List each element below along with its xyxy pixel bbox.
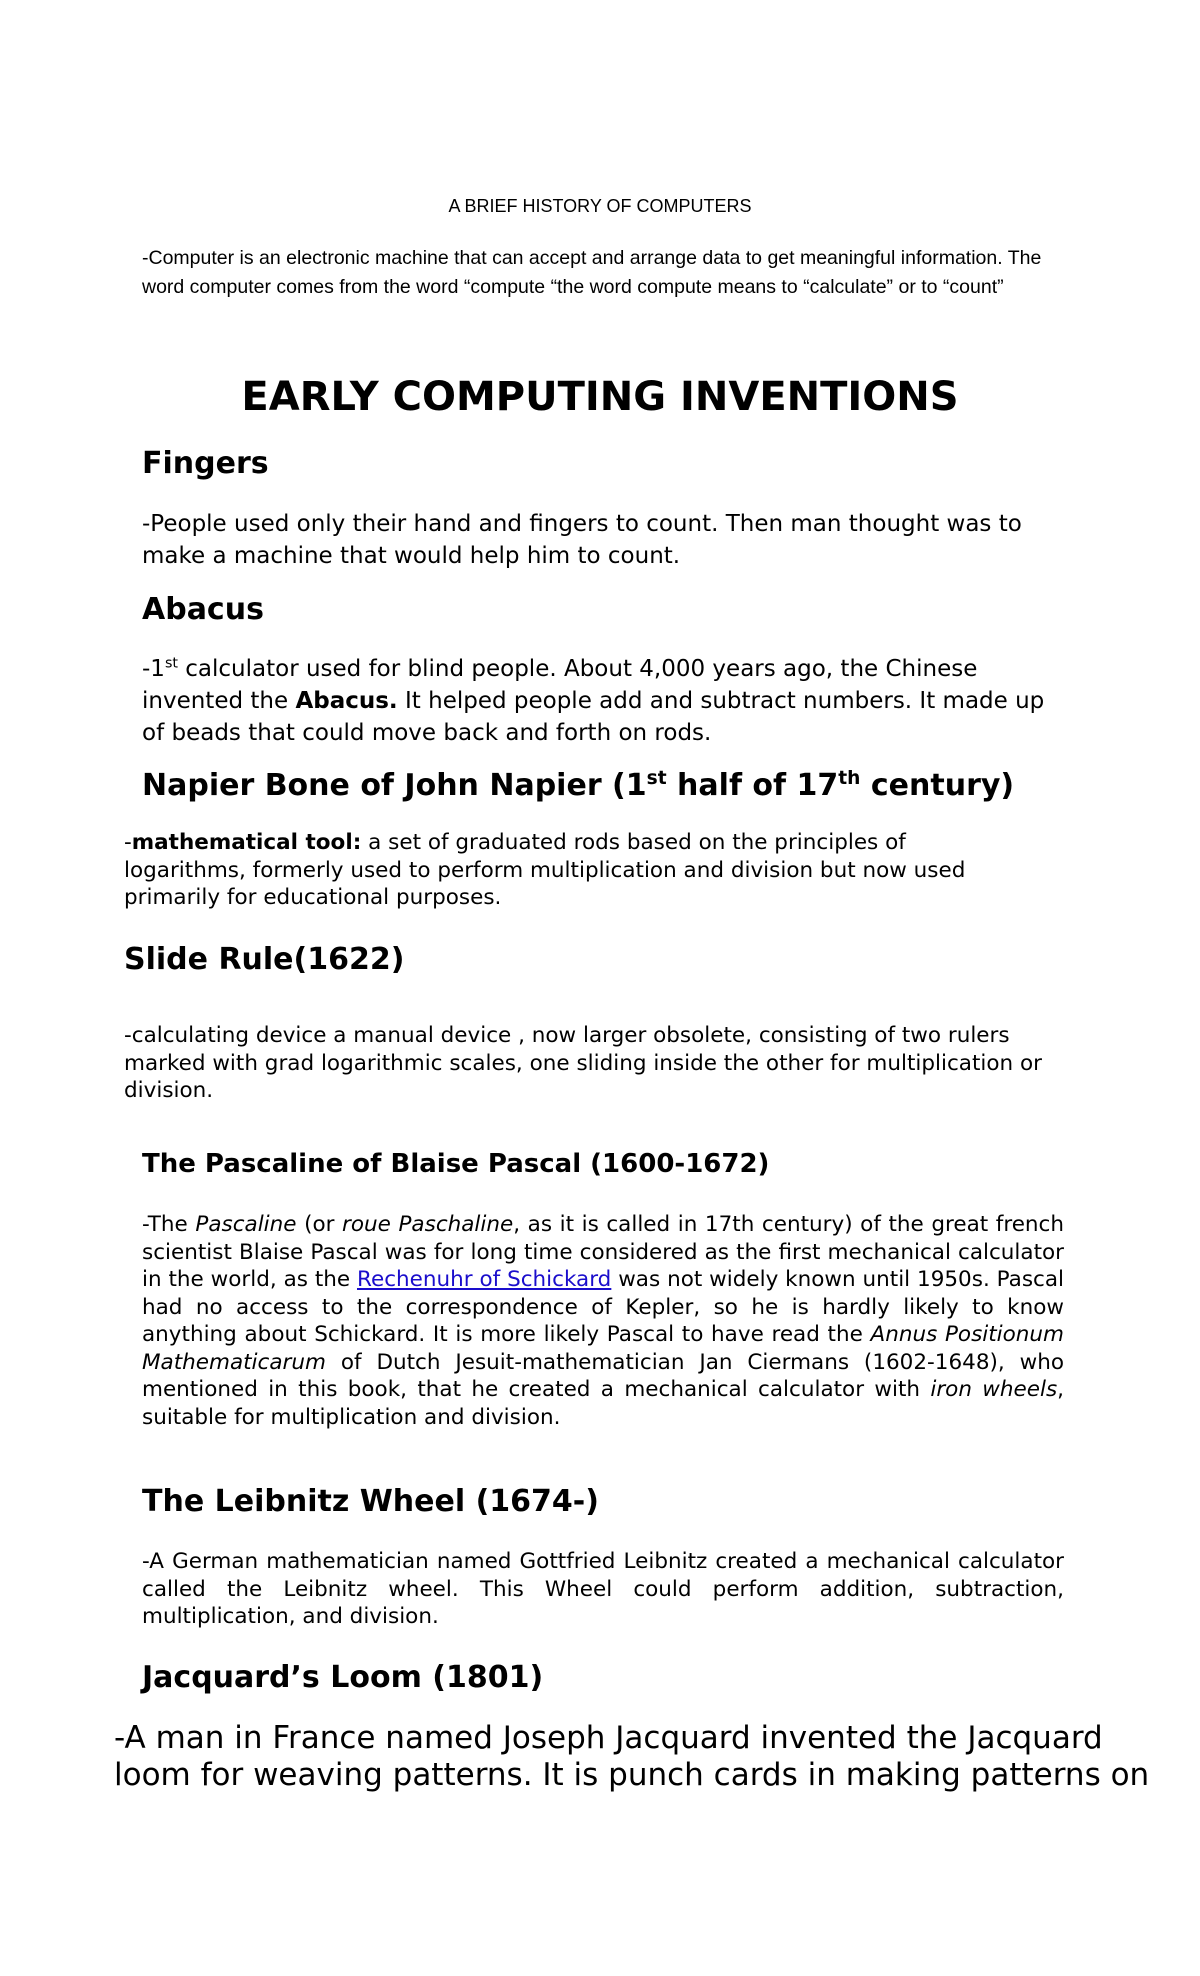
heading-pascaline: The Pascaline of Blaise Pascal (1600-1672) bbox=[142, 1149, 770, 1179]
heading-slide-rule: Slide Rule(1622) bbox=[124, 942, 405, 977]
pascaline-text-2: (or bbox=[296, 1212, 343, 1237]
paragraph-fingers: -People used only their hand and fingers to count. Then man thought was to make a machine that would help him to count. bbox=[142, 511, 1022, 569]
abacus-text-1: -1 bbox=[142, 656, 165, 682]
heading-abacus: Abacus bbox=[142, 592, 264, 627]
jacquard-line-1: -A man in France named Joseph Jacquard invented the Jacquard bbox=[114, 1720, 1103, 1756]
abacus-text-3: It helped people add and subtract numbers. It made up of beads that could move back and forth on rods. bbox=[142, 688, 1045, 746]
jacquard-line-2: loom for weaving patterns. It is punch cards in making patterns on bbox=[114, 1757, 1150, 1793]
pascaline-text-3: , as it is called in 17th century) of the great french scientist Blaise Pascal was for long time considered as the first mechanical calculator in the world, as the bbox=[142, 1212, 1065, 1292]
heading-fingers: Fingers bbox=[142, 446, 269, 481]
document-title: A BRIEF HISTORY OF COMPUTERS bbox=[448, 196, 752, 216]
napier-heading-3: century) bbox=[860, 768, 1015, 803]
pascaline-text-1: -The bbox=[142, 1212, 196, 1237]
napier-heading-1: Napier Bone of John Napier (1 bbox=[142, 768, 647, 803]
pascaline-italic-4: iron wheels bbox=[930, 1377, 1058, 1402]
pascaline-text-5: of Dutch Jesuit-mathematician Jan Ciermans (1602-1648), who mentioned in this book, that he created a mechanical calculator with bbox=[142, 1349, 1064, 1402]
napier-bold: mathematical tool: bbox=[131, 830, 362, 855]
napier-heading-sup-1: st bbox=[646, 768, 667, 789]
heading-napier bbox=[142, 766, 1014, 806]
napier-heading-sup-2: th bbox=[838, 768, 861, 789]
paragraph-napier bbox=[124, 829, 1004, 912]
intro-paragraph: -Computer is an electronic machine that can accept and arrange data to get meaningful information. The word computer comes from the word “compute “the word compute means to “calculate” or to “count” bbox=[142, 247, 1042, 298]
napier-heading-2: half of 17 bbox=[666, 768, 839, 803]
pascaline-text-6: , suitable for multiplication and division. bbox=[142, 1377, 1064, 1430]
link-rechenuhr-of-schickard[interactable]: Rechenuhr of Schickard bbox=[357, 1267, 612, 1292]
abacus-text-2: calculator used for blind people. About 4,000 years ago, the Chinese invented the bbox=[142, 656, 978, 714]
napier-text: a set of graduated rods based on the principles of logarithms, formerly used to perform multiplication and division but now used primarily for educational purposes. bbox=[124, 830, 966, 910]
paragraph-abacus bbox=[142, 653, 1072, 749]
heading-jacquard: Jacquard’s Loom (1801) bbox=[142, 1660, 544, 1695]
pascaline-italic-3: Annus Positionum Mathematicarum bbox=[142, 1322, 1065, 1375]
abacus-superscript: st bbox=[164, 655, 178, 672]
paragraph-leibnitz: -A German mathematician named Gottfried Leibnitz created a mechanical calculator called the Leibnitz wheel. This Wheel could perform addition, subtraction, multiplication, and division. bbox=[142, 1549, 1064, 1629]
paragraph-slide-rule: -calculating device a manual device , now larger obsolete, consisting of two rulers marked with grad logarithmic scales, one sliding inside the other for multiplication or division. bbox=[124, 1023, 1042, 1103]
heading-leibnitz: The Leibnitz Wheel (1674-) bbox=[142, 1484, 599, 1519]
napier-dash: - bbox=[124, 830, 132, 855]
pascaline-italic-2: roue Paschaline bbox=[342, 1212, 514, 1237]
paragraph-pascaline bbox=[142, 1211, 1064, 1431]
main-heading: EARLY COMPUTING INVENTIONS bbox=[241, 374, 959, 420]
abacus-bold: Abacus. bbox=[295, 688, 398, 714]
paragraph-jacquard bbox=[114, 1720, 1186, 1794]
pascaline-text-4: was not widely known until 1950s. Pascal had no access to the correspondence of Kepler, so he is hardly likely to know anything about Schickard. It is more likely Pascal to have read the bbox=[142, 1267, 1065, 1347]
pascaline-italic-1: Pascaline bbox=[195, 1212, 297, 1237]
